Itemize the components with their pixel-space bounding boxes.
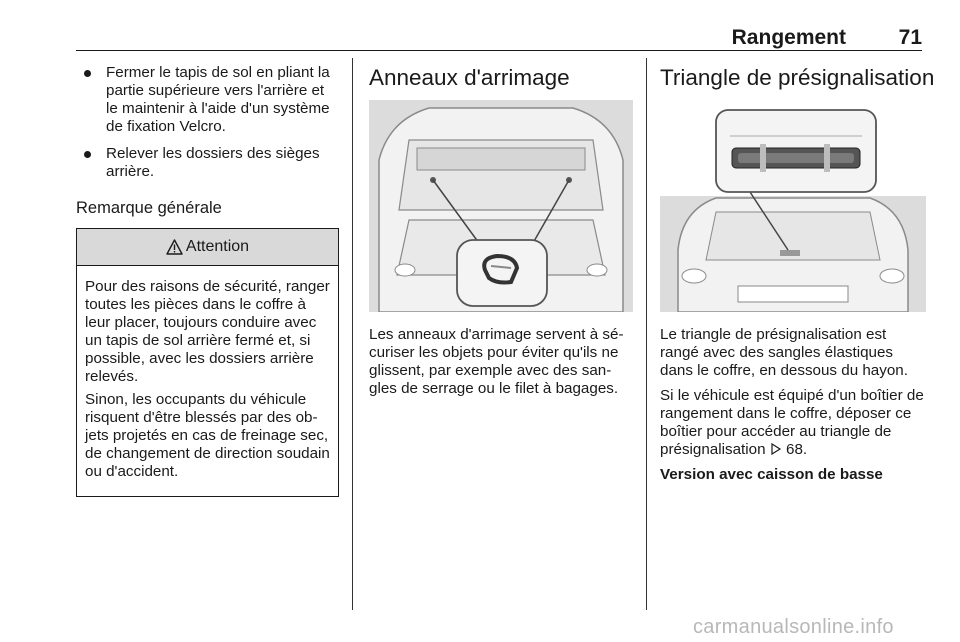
page-number: 71 bbox=[898, 26, 922, 49]
attention-box bbox=[76, 228, 339, 497]
triangle-text-2: Si le véhicule est équipé d'un boîtier de rangement dans le coffre, déposer ce boîtier pour accéder au triangle de présignalisation 68. bbox=[660, 387, 924, 458]
attention-paragraph: Pour des raisons de sécurité, ranger toutes les pièces dans le coffre à leur placer, toujours conduire avec un tapis de sol arrière fermé et, si possible, avec les dossiers arrière relevés. bbox=[85, 278, 330, 385]
attention-label: Attention bbox=[185, 238, 250, 255]
list-item: Relever les dossiers des sièges arrière. bbox=[76, 145, 338, 181]
warning-triangle-illustration bbox=[660, 100, 926, 312]
list-item: Fermer le tapis de sol en pliant la partie supérieure vers l'arrière et le maintenir à l'aide d'un système de fixation Velcro. bbox=[76, 64, 338, 136]
warning-triangle-icon bbox=[166, 239, 183, 255]
attention-header bbox=[77, 229, 338, 266]
column-3 bbox=[660, 64, 935, 499]
column-2 bbox=[369, 64, 633, 398]
triangle-text-1: Le triangle de présignalisation est rangé avec des sangles élastiques dans le coffre, en dessous du hayon. bbox=[660, 326, 908, 379]
bullet-list bbox=[76, 64, 338, 181]
bullet-icon bbox=[84, 151, 91, 158]
page-title: Rangement bbox=[731, 26, 846, 49]
subwoofer-version-heading: Version avec caisson de basse bbox=[660, 466, 883, 483]
bullet-icon bbox=[84, 70, 91, 77]
watermark: carmanualsonline.info bbox=[693, 616, 894, 638]
section-subheading: Remarque générale bbox=[76, 199, 222, 217]
section-title: Triangle de présignalisation bbox=[660, 65, 935, 90]
column-divider bbox=[352, 58, 353, 610]
trunk-illustration bbox=[369, 100, 633, 312]
page-header bbox=[76, 24, 922, 51]
attention-paragraph: Sinon, les occupants du véhicule risquent d'être blessés par des objets projetés en cas de freinage sec, de changement de direction soudain ou d'accident. bbox=[85, 391, 330, 480]
column-1 bbox=[76, 64, 338, 497]
page-reference[interactable]: 68. bbox=[786, 441, 808, 458]
tailgate-illustration bbox=[660, 100, 926, 312]
column-divider bbox=[646, 58, 647, 610]
lashing-eyes-illustration bbox=[369, 100, 633, 312]
lashing-eyes-text: Les anneaux d'arrimage servent à sécuriser les objets pour éviter qu'ils ne glissent, par exemple avec des sangles de serrage ou le filet à bagages. bbox=[369, 326, 624, 397]
section-title: Anneaux d'arrimage bbox=[369, 65, 570, 90]
page-reference-arrow-icon bbox=[770, 443, 782, 455]
attention-body bbox=[77, 266, 338, 496]
